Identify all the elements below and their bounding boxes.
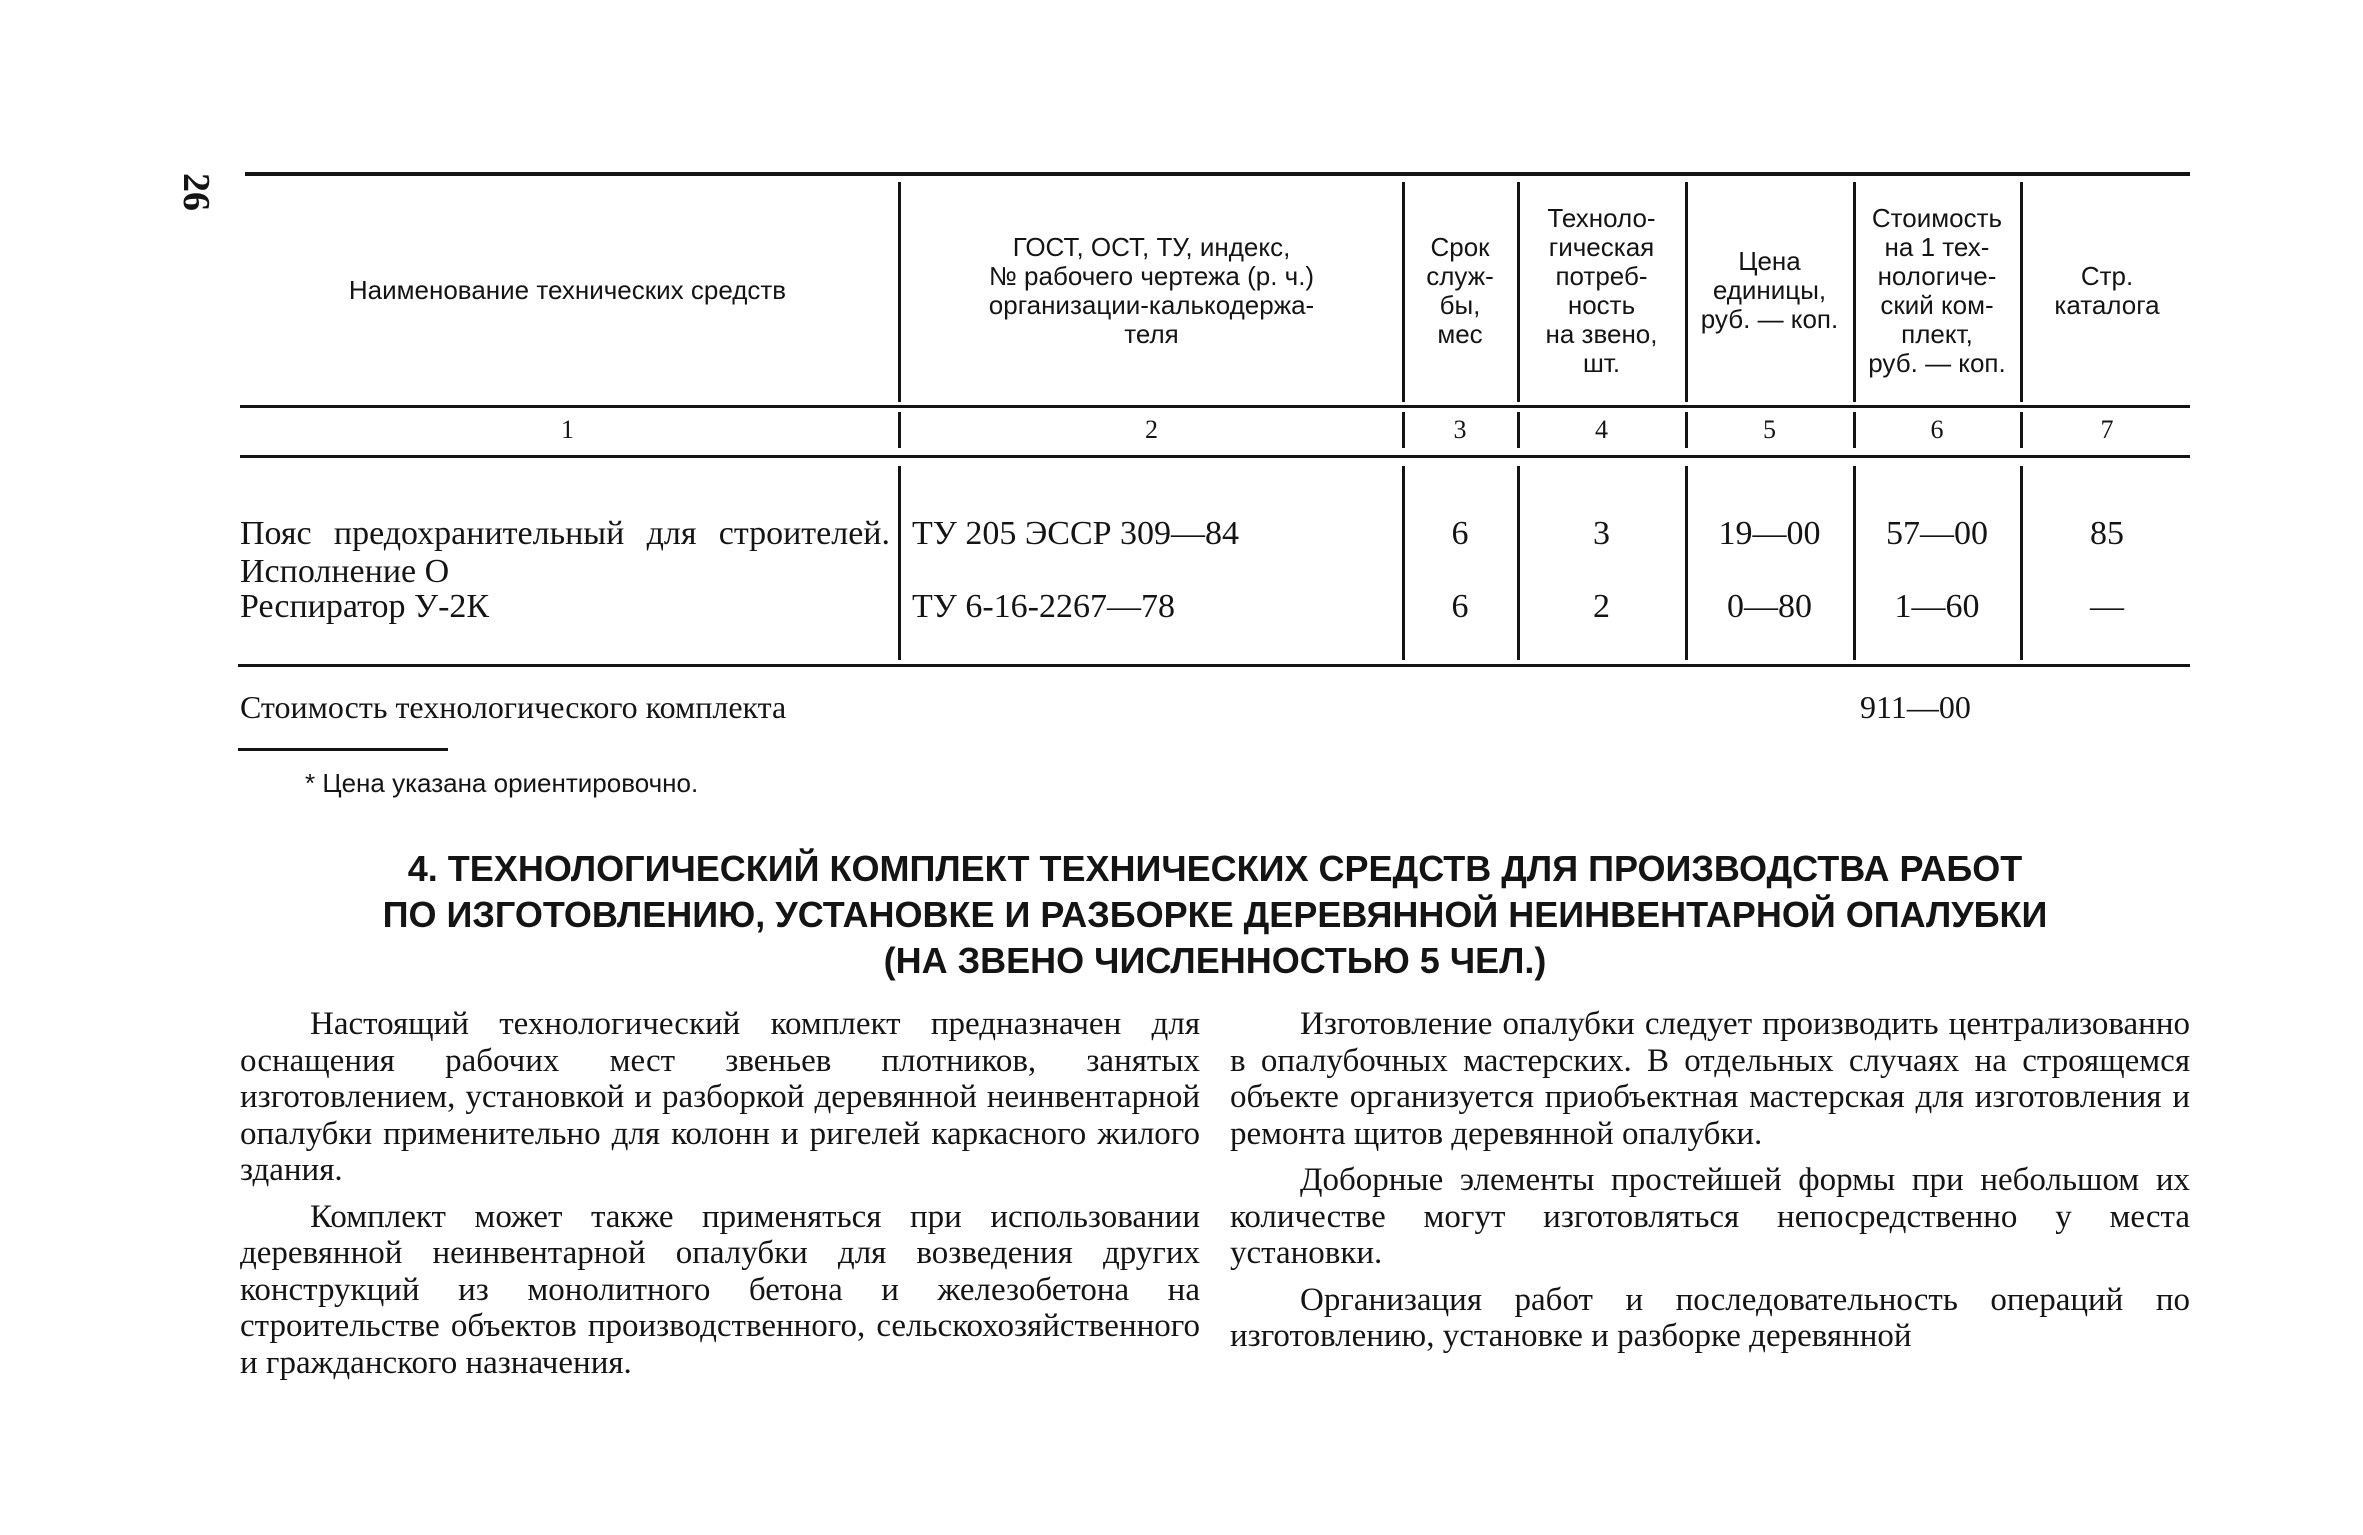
- col-divider: [2020, 182, 2023, 402]
- row-set-cost: 57—00: [1886, 515, 1988, 552]
- header-set-cost: Стоимость на 1 тех- нологиче- ский ком- плект, руб. — коп.: [1868, 202, 2006, 378]
- column-number: 5: [1763, 415, 1776, 444]
- col-divider: [1853, 182, 1856, 402]
- row-document: ТУ 205 ЭССР 309—84: [912, 515, 1240, 552]
- paragraph: Изготовление опалубки следует производить централизованно в опалубочных мастерских. В отдельных случаях на строящемся объекте организуется приобъектная мастерская для изготовления и ремонта щитов деревянной опалубки.: [1230, 1006, 2190, 1152]
- footnote-rule: [238, 748, 448, 751]
- col-divider: [1402, 466, 1405, 660]
- col-divider: [1402, 412, 1405, 448]
- header-catalog-page: Стр. каталога: [2054, 260, 2160, 320]
- table-top-rule: [245, 172, 2190, 176]
- section-heading: [240, 846, 2190, 984]
- row-name: Пояс предохранительный для строителей. Исполнение О: [240, 515, 890, 590]
- col-divider: [1685, 182, 1688, 402]
- col-divider: [2020, 466, 2023, 660]
- row-name: Респиратор У-2К: [240, 588, 490, 625]
- header-name: Наименование технических средств: [348, 275, 787, 305]
- row-set-cost: 1—60: [1894, 588, 1980, 625]
- col-divider: [2020, 412, 2023, 448]
- col-divider: [1517, 412, 1520, 448]
- header-need: Техноло- гическая потреб- ность на звено, шт.: [1545, 202, 1658, 378]
- column-number: 2: [1145, 415, 1158, 444]
- row-unit-price: 19—00: [1718, 515, 1821, 552]
- header-unit-price: Цена единицы, руб. — коп.: [1700, 246, 1839, 334]
- column-number: 6: [1930, 415, 1944, 444]
- col-divider: [1517, 466, 1520, 660]
- header-service-life: Срок служ- бы, мес: [1426, 231, 1494, 349]
- col-divider: [1402, 182, 1405, 402]
- table-bottom-rule: [238, 664, 2190, 667]
- total-value: 911—00: [1860, 689, 1971, 725]
- row-unit-price: 0—80: [1727, 588, 1812, 625]
- column-numbers-rule: [240, 455, 2190, 458]
- column-number: 3: [1453, 415, 1467, 444]
- column-number: 7: [2100, 415, 2114, 444]
- heading-line: 4. ТЕХНОЛОГИЧЕСКИЙ КОМПЛЕКТ ТЕХНИЧЕСКИХ СРЕДСТВ ДЛЯ ПРОИЗВОДСТВА РАБОТ: [407, 848, 2023, 889]
- page-number: 26: [175, 173, 217, 211]
- col-divider: [1517, 182, 1520, 402]
- header-bottom-rule: [240, 405, 2190, 408]
- header-document: ГОСТ, ОСТ, ТУ, индекс, № рабочего чертежа (р. ч.) организации-калькодержа- теля: [988, 231, 1315, 349]
- total-label: Стоимость технологического комплекта: [240, 689, 787, 725]
- col-divider: [898, 466, 901, 660]
- left-column: [240, 1006, 1200, 1381]
- heading-line: (НА ЗВЕНО ЧИСЛЕННОСТЬЮ 5 ЧЕЛ.): [883, 940, 1547, 981]
- heading-line: ПО ИЗГОТОВЛЕНИЮ, УСТАНОВКЕ И РАЗБОРКЕ ДЕРЕВЯННОЙ НЕИНВЕНТАРНОЙ ОПАЛУБКИ: [382, 894, 2048, 935]
- column-number: 1: [561, 415, 574, 444]
- row-need: 2: [1593, 588, 1610, 625]
- col-divider: [1853, 466, 1856, 660]
- paragraph: Настоящий технологический комплект предназначен для оснащения рабочих мест звеньев плотников, занятых изготовлением, установкой и разборкой деревянной неинвентарной опалубки применительно для колонн и ригелей каркасного жилого здания.: [240, 1006, 1200, 1188]
- col-divider: [898, 182, 901, 402]
- row-catalog-page: 85: [2090, 515, 2124, 552]
- col-divider: [1685, 466, 1688, 660]
- col-divider: [1853, 412, 1856, 448]
- col-divider: [898, 412, 901, 448]
- paragraph: Организация работ и последовательность операций по изготовлению, установке и разборке деревянной: [1230, 1281, 2190, 1354]
- row-service-life: 6: [1451, 515, 1469, 552]
- footnote: * Цена указана ориентировочно.: [305, 768, 699, 798]
- right-column: [1230, 1006, 2190, 1355]
- paragraph: Доборные элементы простейшей формы при небольшом их количестве могут изготовляться непосредственно у места установки.: [1230, 1162, 2190, 1271]
- row-service-life: 6: [1451, 588, 1469, 625]
- paragraph: Комплект может также применяться при использовании деревянной неинвентарной опалубки для возведения других конструкций из монолитного бетона и железобетона на строительстве объектов производственного, сельскохозяйственного и гражданского назначения.: [240, 1198, 1200, 1381]
- row-document: ТУ 6-16-2267—78: [912, 588, 1175, 625]
- row-catalog-page: —: [2090, 588, 2124, 625]
- row-need: 3: [1593, 515, 1610, 552]
- column-number: 4: [1595, 415, 1608, 444]
- col-divider: [1685, 412, 1688, 448]
